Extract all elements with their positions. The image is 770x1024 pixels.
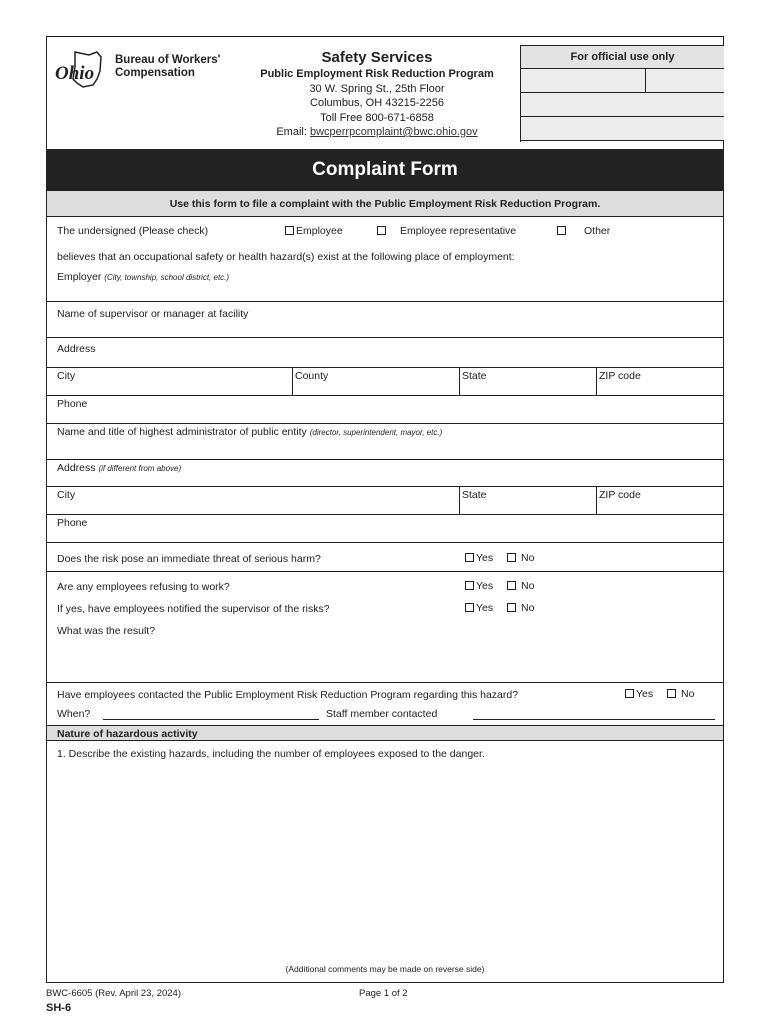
staff-contacted-field[interactable] bbox=[473, 719, 715, 720]
official-use-row-2[interactable] bbox=[521, 93, 724, 117]
complaint-form bbox=[46, 36, 724, 983]
undersigned-label: The undersigned (Please check) bbox=[57, 225, 209, 237]
administrator-label: Name and title of highest administrator of public entity bbox=[57, 426, 307, 438]
logo-text: Ohio bbox=[55, 63, 95, 84]
contacted-yes-label: Yes bbox=[636, 688, 654, 700]
form-title: Complaint Form bbox=[47, 149, 723, 191]
contacted-yes-checkbox[interactable] bbox=[625, 689, 634, 698]
administrator-hint: (director, superintendent, mayor, etc.) bbox=[309, 428, 443, 437]
street-address: 30 W. Spring St., 25th Floor bbox=[309, 82, 445, 95]
phone-label: Phone bbox=[57, 398, 88, 410]
notified-question: If yes, have employees notified the supervisor of the risks? bbox=[57, 603, 330, 615]
representative-option[interactable] bbox=[377, 225, 516, 237]
threat-no-checkbox[interactable] bbox=[507, 553, 516, 562]
page-number: Page 1 of 2 bbox=[359, 988, 408, 999]
employee-label: Employee bbox=[296, 225, 343, 237]
when-field[interactable] bbox=[103, 719, 319, 720]
notified-no-option[interactable] bbox=[507, 602, 534, 614]
threat-yes-option[interactable] bbox=[465, 552, 493, 564]
other-option[interactable] bbox=[557, 225, 610, 237]
state2-label: State bbox=[462, 489, 487, 501]
notified-no-label: No bbox=[521, 602, 535, 614]
representative-checkbox[interactable] bbox=[377, 226, 386, 235]
form-header bbox=[47, 37, 723, 149]
state-field[interactable] bbox=[459, 368, 596, 395]
other-checkbox[interactable] bbox=[557, 226, 566, 235]
email-label: Email: bbox=[276, 126, 310, 138]
threat-yes-checkbox[interactable] bbox=[465, 553, 474, 562]
zip2-label: ZIP code bbox=[599, 489, 641, 501]
official-use-divider bbox=[645, 69, 646, 92]
nature-heading: Nature of hazardous activity bbox=[47, 725, 723, 741]
zip2-field[interactable] bbox=[596, 487, 724, 514]
refusing-yes-option[interactable] bbox=[465, 580, 493, 592]
address2-hint: (if different from above) bbox=[98, 464, 182, 473]
program-name: Public Employment Risk Reduction Program bbox=[260, 68, 494, 80]
hazard-description-label: 1. Describe the existing hazards, including the number of employees exposed to the danger. bbox=[57, 748, 485, 760]
when-label: When? bbox=[57, 708, 91, 720]
result-question[interactable]: What was the result? bbox=[57, 625, 156, 637]
city2-row bbox=[47, 487, 723, 515]
zip-field[interactable] bbox=[596, 368, 724, 395]
representative-label: Employee representative bbox=[400, 225, 517, 237]
administrator-field[interactable] bbox=[47, 424, 723, 460]
city-county-row bbox=[47, 368, 723, 396]
bureau-line-1: Bureau of Workers' bbox=[115, 54, 221, 66]
additional-comments-text: (Additional comments may be made on reverse side) bbox=[285, 964, 485, 974]
county-label: County bbox=[295, 370, 329, 382]
toll-free-phone: Toll Free 800-671-6858 bbox=[320, 111, 434, 124]
notified-yes-checkbox[interactable] bbox=[465, 603, 474, 612]
employee-option[interactable] bbox=[285, 225, 343, 237]
refusing-no-checkbox[interactable] bbox=[507, 581, 516, 590]
state2-field[interactable] bbox=[459, 487, 596, 514]
additional-comments-note bbox=[47, 964, 723, 978]
undersigned-row bbox=[47, 225, 723, 245]
bureau-line-2: Compensation bbox=[115, 67, 195, 79]
ohio-state-logo bbox=[53, 49, 113, 89]
employer-field[interactable] bbox=[47, 267, 723, 302]
refusing-no-label: No bbox=[521, 580, 535, 592]
address-label: Address bbox=[57, 343, 96, 355]
official-use-row-1[interactable] bbox=[521, 69, 724, 93]
address2-label: Address bbox=[57, 462, 96, 474]
immediate-threat-question: Does the risk pose an immediate threat of serious harm? bbox=[57, 553, 321, 565]
notified-yes-option[interactable] bbox=[465, 602, 493, 614]
refusing-no-option[interactable] bbox=[507, 580, 534, 592]
believes-row bbox=[47, 251, 723, 267]
supervisor-field[interactable] bbox=[47, 302, 723, 338]
form-instruction: Use this form to file a complaint with the Public Employment Risk Reduction Program. bbox=[47, 191, 723, 217]
city-address: Columbus, OH 43215-2256 bbox=[310, 97, 444, 109]
zip-label: ZIP code bbox=[599, 370, 641, 382]
header-contact bbox=[227, 49, 527, 140]
address2-field[interactable] bbox=[47, 460, 723, 487]
official-use-box bbox=[520, 45, 724, 142]
form-code: SH-6 bbox=[46, 1002, 72, 1014]
phone2-field[interactable] bbox=[47, 515, 723, 543]
other-label: Other bbox=[584, 225, 611, 237]
supervisor-label: Name of supervisor or manager at facility bbox=[57, 308, 249, 320]
state-label: State bbox=[462, 370, 487, 382]
staff-contacted-label: Staff member contacted bbox=[326, 708, 438, 720]
employer-label: Employer bbox=[57, 271, 102, 283]
contacted-no-label: No bbox=[681, 688, 695, 700]
form-number: BWC-6605 (Rev. April 23, 2024) bbox=[46, 988, 181, 999]
official-use-row-3[interactable] bbox=[521, 117, 724, 141]
notified-yes-label: Yes bbox=[476, 602, 494, 614]
contacted-section bbox=[47, 683, 723, 725]
notified-no-checkbox[interactable] bbox=[507, 603, 516, 612]
employee-checkbox[interactable] bbox=[285, 226, 294, 235]
immediate-threat-row bbox=[47, 543, 723, 572]
contacted-question: Have employees contacted the Public Employment Risk Reduction Program regarding this hazard? bbox=[57, 689, 519, 701]
hazard-description-field[interactable] bbox=[47, 743, 723, 963]
city-label[interactable]: City bbox=[57, 370, 76, 382]
email-line bbox=[227, 125, 527, 140]
refusing-yes-checkbox[interactable] bbox=[465, 581, 474, 590]
refusing-yes-label: Yes bbox=[476, 580, 494, 592]
contacted-yes-option[interactable] bbox=[625, 688, 653, 700]
email-link[interactable]: bwcperrpcomplaint@bwc.ohio.gov bbox=[309, 126, 478, 138]
safety-services-title: Safety Services bbox=[321, 49, 433, 66]
refusal-section bbox=[47, 572, 723, 683]
threat-no-option[interactable] bbox=[507, 552, 534, 564]
threat-yes-label: Yes bbox=[476, 552, 494, 564]
official-use-label: For official use only bbox=[521, 45, 724, 69]
threat-no-label: No bbox=[521, 552, 535, 564]
county-field[interactable] bbox=[292, 368, 459, 395]
believes-text: believes that an occupational safety or health hazard(s) exist at the following place of employment: bbox=[57, 251, 515, 263]
city2-label[interactable]: City bbox=[57, 489, 76, 501]
contacted-no-option[interactable] bbox=[667, 688, 694, 700]
phone2-label: Phone bbox=[57, 517, 88, 529]
bureau-name bbox=[115, 54, 220, 80]
contacted-no-checkbox[interactable] bbox=[667, 689, 676, 698]
employer-hint: (City, township, school district, etc.) bbox=[104, 273, 230, 282]
address-field[interactable] bbox=[47, 338, 723, 368]
phone-field[interactable] bbox=[47, 396, 723, 424]
refusing-question: Are any employees refusing to work? bbox=[57, 581, 230, 593]
